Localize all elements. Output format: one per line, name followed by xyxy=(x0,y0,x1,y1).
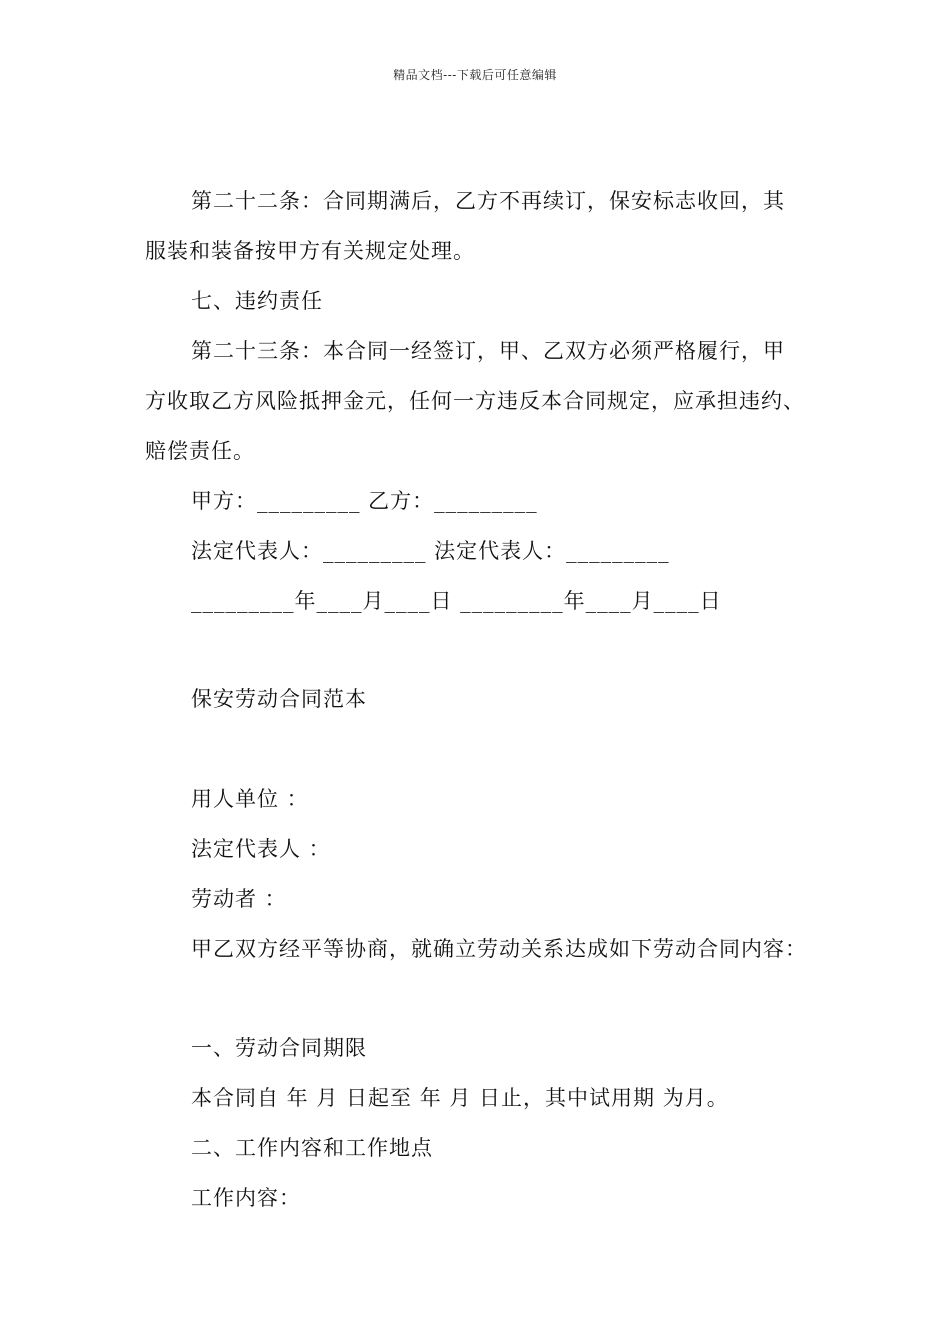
clause-22-line-2: 服装和装备按甲方有关规定处理。 xyxy=(145,239,475,263)
page-header: 精品文档---下载后可任意编辑 xyxy=(393,68,557,82)
clause-23-line-1: 第二十三条：本合同一经签订，甲、乙双方必须严格履行，甲 xyxy=(191,339,785,363)
work-content-label: 工作内容： xyxy=(191,1186,301,1210)
section-2-heading: 二、工作内容和工作地点 xyxy=(191,1136,433,1160)
employer-field: 用人单位 ： xyxy=(191,787,309,811)
party-signature-line: 甲方：_________ 乙方：_________ xyxy=(191,489,538,513)
section-7-heading: 七、违约责任 xyxy=(191,289,323,313)
clause-22-line-1: 第二十二条：合同期满后，乙方不再续订，保安标志收回，其 xyxy=(191,189,785,213)
worker-field: 劳动者 ： xyxy=(191,887,287,911)
clause-23-line-2: 方收取乙方风险抵押金元，任何一方违反本合同规定，应承担违约、 xyxy=(145,389,805,413)
agreement-intro: 甲乙双方经平等协商，就确立劳动关系达成如下劳动合同内容： xyxy=(191,937,807,961)
section-1-heading: 一、劳动合同期限 xyxy=(191,1036,367,1060)
date-signature-line: _________年____月____日 _________年____月____日 xyxy=(191,589,722,613)
clause-23-line-3: 赔偿责任。 xyxy=(145,439,255,463)
representative-signature-line: 法定代表人：_________ 法定代表人：_________ xyxy=(191,539,670,563)
contract-term-text: 本合同自 年 月 日起至 年 月 日止，其中试用期 为月。 xyxy=(191,1086,729,1110)
contract-title: 保安劳动合同范本 xyxy=(191,687,367,711)
legal-representative-field: 法定代表人 ： xyxy=(191,837,331,861)
